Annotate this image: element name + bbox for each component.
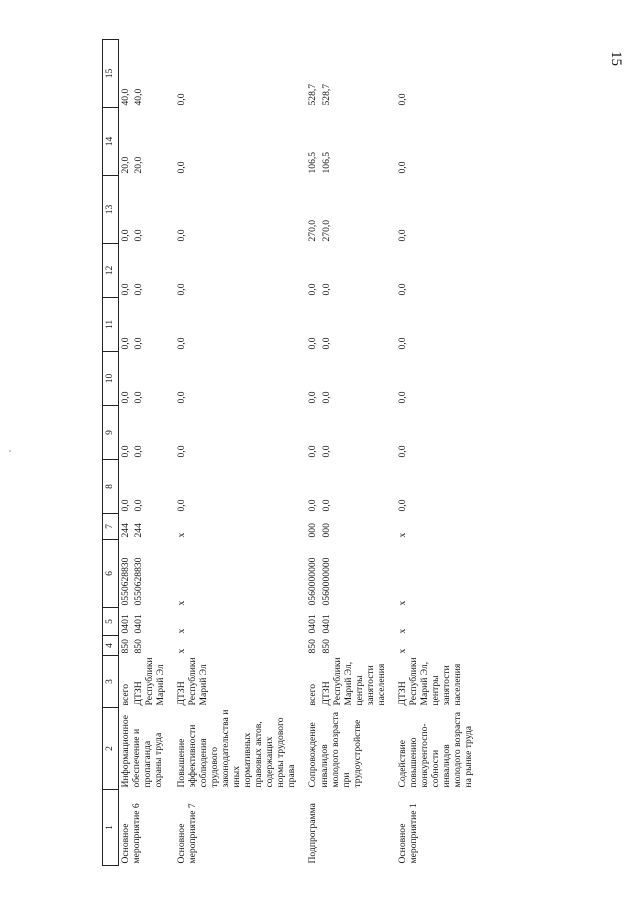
- section-name: Содействие повышению конкурентоспо-собности инвалидов молодого возраста на рынке труда: [396, 711, 474, 788]
- cell-value: 0,0: [176, 93, 188, 106]
- funding-source: ДТЗН Республики Марий Эл: [133, 657, 167, 706]
- row-gap: [388, 40, 396, 866]
- cell-value: 0,0: [396, 161, 408, 174]
- cell-value: 0,0: [396, 283, 408, 296]
- cell-value: х: [396, 648, 408, 654]
- cell-value: 0,0: [396, 391, 408, 404]
- header-row: [103, 40, 119, 866]
- cell-value: 528,7: [307, 83, 319, 106]
- cell-value: 0,0: [320, 499, 332, 512]
- cell-value: 850: [120, 639, 131, 654]
- section-type: Основное мероприятие 6: [120, 803, 143, 864]
- funding-source: ДТЗН Республики Марий Эл, центры занятости населения: [320, 657, 387, 706]
- section-type: Подпрограмма: [307, 803, 319, 864]
- column-header: 1: [103, 790, 119, 866]
- column-header: 9: [103, 406, 119, 460]
- cell-value: 0,0: [120, 499, 131, 512]
- cell-value: 0,0: [176, 337, 188, 350]
- cell-value: 244: [133, 523, 145, 538]
- cell-value: 0,0: [120, 445, 131, 458]
- column-header: 8: [103, 460, 119, 514]
- cell-value: 0550628830: [133, 557, 145, 606]
- cell-value: 106,5: [307, 151, 319, 174]
- cell-value: 0,0: [133, 445, 145, 458]
- cell-value: 0550628830: [120, 557, 131, 606]
- funding-source: всего: [120, 683, 131, 706]
- cell-value: 0,0: [320, 445, 332, 458]
- cell-value: 40,0: [133, 88, 145, 106]
- table-row: [175, 40, 298, 866]
- funding-source: ДТЗН Республики Марий Эл, центры занятости населения: [396, 657, 463, 706]
- cell-value: 0560000000: [320, 557, 332, 606]
- cell-value: х: [176, 532, 188, 538]
- cell-value: 000: [320, 523, 332, 538]
- column-header: 14: [103, 108, 119, 176]
- cell-value: 0,0: [396, 229, 408, 242]
- cell-value: 0,0: [120, 283, 131, 296]
- cell-value: 0,0: [320, 283, 332, 296]
- column-header: 13: [103, 176, 119, 244]
- cell-value: 0,0: [320, 337, 332, 350]
- cell-value: 0,0: [396, 337, 408, 350]
- cell-value: х: [396, 600, 408, 606]
- cell-value: 0,0: [176, 391, 188, 404]
- funding-source: всего: [307, 683, 319, 706]
- cell-value: 0401: [133, 614, 145, 634]
- cell-value: 0,0: [120, 229, 131, 242]
- cell-value: 000: [307, 523, 319, 538]
- cell-value: 0,0: [396, 445, 408, 458]
- section-type: Основное мероприятие 1: [396, 803, 419, 864]
- column-header: 6: [103, 540, 119, 608]
- page-number: 15: [608, 51, 624, 66]
- cell-value: 244: [120, 523, 131, 538]
- cell-value: х: [176, 600, 188, 606]
- cell-value: 0,0: [120, 337, 131, 350]
- row-gap: [298, 40, 306, 866]
- cell-value: 0,0: [133, 337, 145, 350]
- column-header: 15: [103, 40, 119, 108]
- column-header: 2: [103, 708, 119, 790]
- cell-value: 0,0: [176, 499, 188, 512]
- cell-value: 528,7: [320, 83, 332, 106]
- column-header: 10: [103, 352, 119, 406]
- cell-value: х: [176, 628, 188, 634]
- cell-value: 0,0: [133, 391, 145, 404]
- column-header: 7: [103, 514, 119, 540]
- table-row: [119, 40, 133, 866]
- cell-value: 850: [320, 639, 332, 654]
- cell-value: х: [396, 532, 408, 538]
- cell-value: 0,0: [307, 391, 319, 404]
- column-header: 12: [103, 244, 119, 298]
- budget-table: [102, 39, 475, 866]
- cell-value: 0,0: [307, 445, 319, 458]
- table-row: [306, 40, 319, 866]
- section-name: Информационное обеспечение и пропаганда охраны труда: [120, 715, 165, 788]
- cell-value: 270,0: [307, 219, 319, 242]
- cell-value: 850: [307, 639, 319, 654]
- cell-value: 0401: [320, 614, 332, 634]
- cell-value: 0,0: [176, 229, 188, 242]
- cell-value: 0,0: [396, 499, 408, 512]
- cell-value: 0560000000: [307, 557, 319, 606]
- cell-value: 0,0: [176, 283, 188, 296]
- cell-value: 20,0: [133, 156, 145, 174]
- cell-value: 0,0: [176, 445, 188, 458]
- cell-value: 40,0: [120, 88, 131, 106]
- cell-value: 850: [133, 639, 145, 654]
- cell-value: 0,0: [320, 391, 332, 404]
- table-row: [396, 40, 475, 866]
- section-type: Основное мероприятие 7: [176, 803, 199, 864]
- cell-value: 0,0: [396, 93, 408, 106]
- section-name: Сопровождение инвалидов молодого возраста при трудоустройстве: [307, 711, 363, 788]
- cell-value: 20,0: [120, 156, 131, 174]
- cell-value: 0,0: [176, 161, 188, 174]
- cell-value: 0,0: [307, 337, 319, 350]
- funding-source: ДТЗН Республики Марий Эл: [176, 657, 210, 706]
- column-header: 5: [103, 608, 119, 636]
- cell-value: х: [176, 648, 188, 654]
- cell-value: 0,0: [133, 229, 145, 242]
- budget-table-container: [102, 40, 602, 866]
- column-header: 11: [103, 298, 119, 352]
- cell-value: 0401: [120, 614, 131, 634]
- cell-value: 270,0: [320, 219, 332, 242]
- cell-value: 0,0: [307, 499, 319, 512]
- cell-value: 0401: [307, 614, 319, 634]
- scan-speck: [9, 450, 11, 452]
- cell-value: 106,5: [320, 151, 332, 174]
- cell-value: 0,0: [133, 499, 145, 512]
- column-header: 3: [103, 656, 119, 708]
- column-header: 4: [103, 636, 119, 656]
- cell-value: 0,0: [133, 283, 145, 296]
- row-gap: [167, 40, 175, 866]
- cell-value: 0,0: [307, 283, 319, 296]
- section-name: Повышение эффективности соблюдения трудового законодательства и иных нормативных правовых актов, содержащих нормы трудового права: [176, 709, 298, 788]
- cell-value: х: [396, 628, 408, 634]
- cell-value: 0,0: [120, 391, 131, 404]
